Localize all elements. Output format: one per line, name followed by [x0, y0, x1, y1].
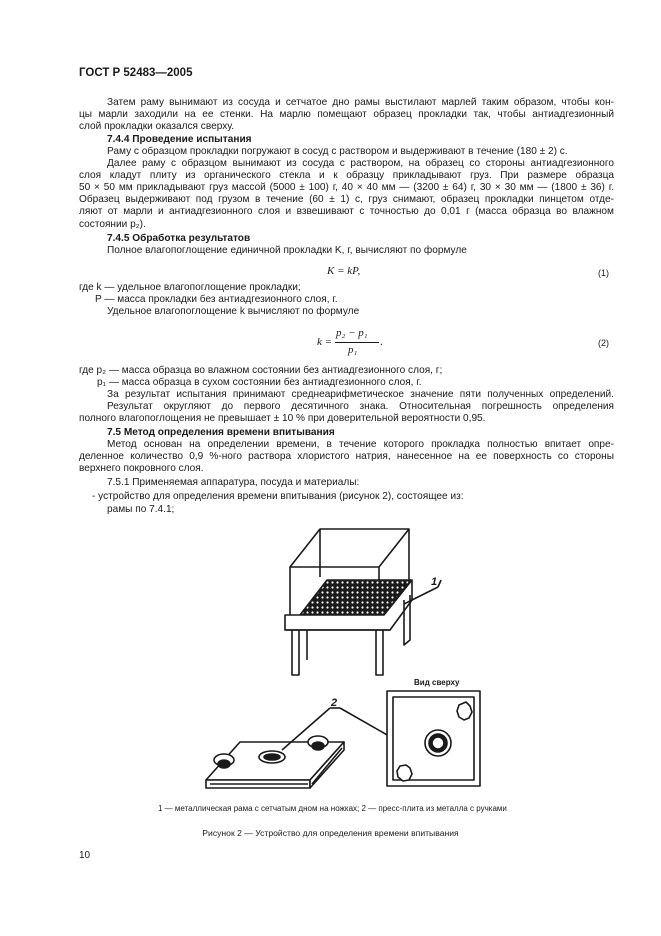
text-line: деленное количество 0,9 %-ного раствора хлористого натрия, нанесенное на ее поверхность со стороны — [79, 451, 614, 462]
text-line: Полное влагопоглощение единичной прокладки K, г, вычисляют по формуле — [107, 245, 467, 256]
formula-2-tail: . — [380, 336, 383, 348]
section-heading: 7.4.5 Обработка результатов — [107, 233, 251, 244]
text-line: где k — удельное влагопоглощение прокладки; — [79, 282, 301, 293]
text-line: слоя кладут плиту из органического стекла и к образцу прикладывают груз. При размере образца — [79, 170, 614, 181]
page-number: 10 — [79, 850, 91, 861]
formula-2-number: (2) — [598, 338, 609, 348]
text-line: где p₂ — масса образца во влажном состоянии без антиадгезионного слоя, г; — [79, 365, 443, 376]
text-line: P — масса прокладки без антиадгезионного слоя, г. — [95, 294, 338, 305]
text-line: Метод основан на определении времени, в течение которого прокладка полностью впитает опре- — [107, 439, 614, 450]
formula-1-number: (1) — [598, 268, 609, 278]
figure-caption: 1 — металлическая рама с сетчатым дном на ножках; 2 — пресс-плита из металла с ручками — [158, 804, 507, 813]
figure-title: Рисунок 2 — Устройство для определения времени впитывания — [202, 828, 459, 838]
press-plate — [206, 708, 410, 788]
top-view-label: Вид сверху — [414, 678, 460, 687]
section-heading: 7.4.4 Проведение испытания — [107, 134, 252, 145]
text-line: цы марли заходили на ее стенки. На марлю помещают образец прокладки так, чтобы антиадгезионный — [79, 109, 614, 120]
text-line: ляют от марли и антиадгезионного слоя и взвешивают с точностью до 0,01 г (масса образца во влажном — [79, 206, 614, 217]
text-line: Раму с образцом прокладки погружают в сосуд с раствором и выдерживают в течение (180 ± 2) с. — [107, 146, 568, 157]
text-line: За результат испытания принимают среднеарифметическое значение пяти полученных определений. — [107, 389, 614, 400]
text-line: состоянии p₂). — [79, 219, 146, 230]
text-line: полного влагопоглощения не превышает ± 10 % при доверительной вероятности 0,95. — [79, 413, 486, 424]
formula-2-numerator: p₂ − p₁ — [336, 327, 368, 339]
text-line: p₁ — масса образца в сухом состоянии без антиадгезионного слоя, г. — [97, 377, 422, 388]
text-line: Образец выдерживают под грузом в течение (60 ± 1) с, груз снимают, образец прокладки пинцетом отде- — [79, 194, 614, 205]
figure-label-2: 2 — [331, 697, 338, 709]
figure-label-1: 1 — [431, 576, 438, 588]
metal-frame — [285, 529, 441, 675]
document-header: ГОСТ Р 52483—2005 — [79, 67, 193, 79]
text-line: Затем раму вынимают из сосуда и сетчатое дно рамы выстилают марлей таким образом, чтобы кон- — [107, 97, 614, 108]
text-line: 50 × 50 мм прикладывают груз массой (5000 ± 100) г, 40 × 40 мм — (3200 ± 64) г, 30 × 30 мм — (1800 ± 36) г. — [79, 182, 614, 193]
formula-2-denominator: p₁ — [348, 344, 358, 356]
formula-2-lhs: k = — [317, 336, 333, 348]
text-line: рамы по 7.4.1; — [107, 504, 175, 515]
top-view — [387, 691, 480, 786]
text-line: верхнего покровного слоя. — [79, 463, 204, 474]
text-line: Далее раму с образцом вынимают из сосуда с раствором, на образец со стороны антиадгезионного — [107, 158, 614, 169]
formula-1: K = kP, — [327, 265, 361, 277]
text-line: Результат округляют до первого десятичного знака. Относительная погрешность определения — [107, 401, 614, 412]
text-line: - устройство для определения времени впитывания (рисунок 2), состоящее из: — [92, 491, 464, 502]
section-heading: 7.5 Метод определения времени впитывания — [107, 427, 335, 438]
text-line: 7.5.1 Применяемая аппаратура, посуда и материалы: — [107, 477, 360, 488]
text-line: Удельное влагопоглощение k вычисляют по формуле — [107, 306, 360, 317]
text-line: слой прокладки оказался сверху. — [79, 121, 235, 132]
